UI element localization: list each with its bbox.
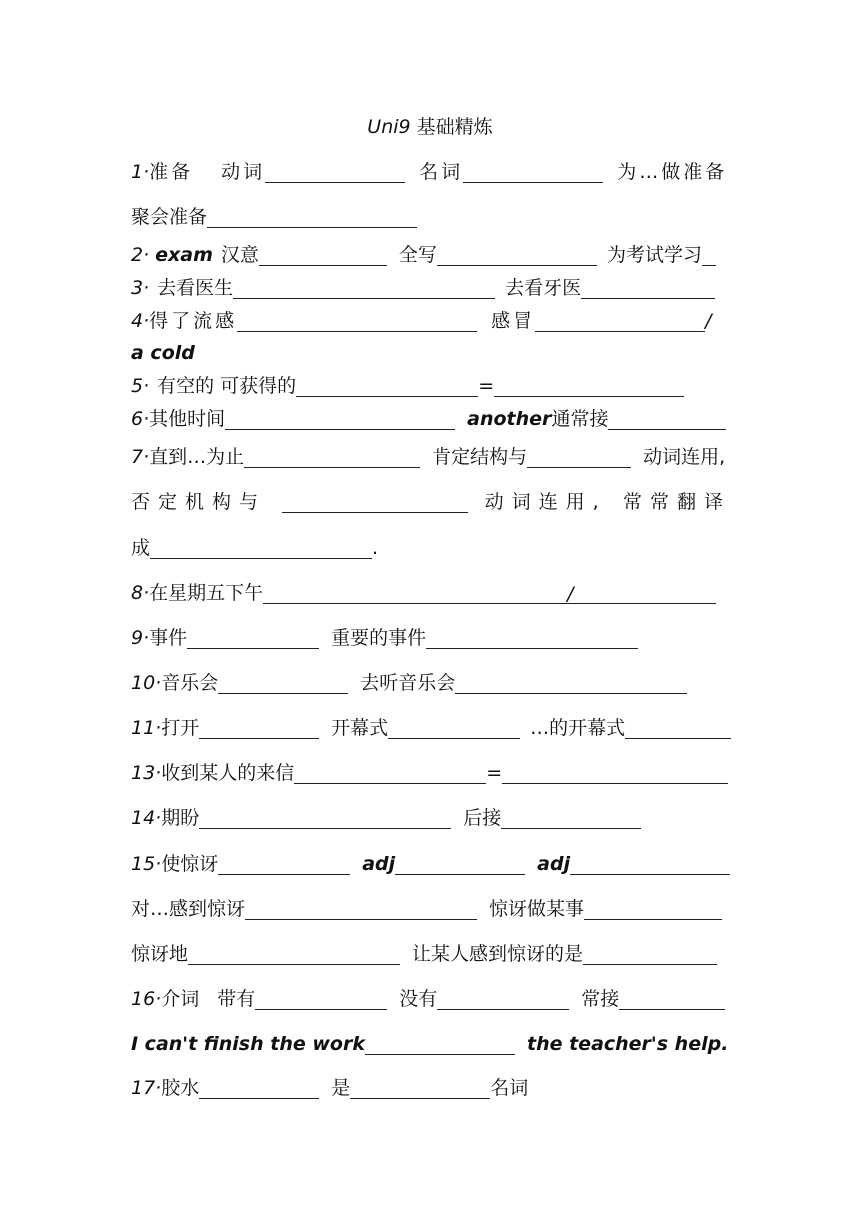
q7-positive-blank[interactable] xyxy=(527,447,631,468)
q10-concert-label: 音乐会 xyxy=(161,672,219,694)
q6-another: another xyxy=(467,408,552,430)
q5-equals: = xyxy=(478,375,495,397)
question-5 xyxy=(131,375,731,397)
question-7-cont xyxy=(131,491,731,513)
q3-doctor-blank[interactable] xyxy=(233,278,495,299)
q10-go-concert-blank[interactable] xyxy=(455,673,687,694)
q8-blank-1[interactable] xyxy=(263,583,567,604)
q10-number: 10· xyxy=(131,672,162,694)
q5-blank-2[interactable] xyxy=(494,376,684,397)
q9-important-blank[interactable] xyxy=(426,628,638,649)
q5-blank-1[interactable] xyxy=(296,376,478,397)
q15-to-ones-surprise-blank[interactable] xyxy=(583,944,717,965)
q13-hear-from-label: 收到某人的来信 xyxy=(161,762,295,784)
q1-noun-blank[interactable] xyxy=(463,162,603,183)
question-4-cont xyxy=(131,342,731,364)
q15-surprisedly-label: 惊讶地 xyxy=(131,943,189,965)
title-prefix: Uni9 xyxy=(367,116,411,138)
q11-ceremony-label: 开幕式 xyxy=(331,717,389,739)
q14-followed-label: 后接 xyxy=(463,807,502,829)
question-16 xyxy=(131,988,731,1010)
question-7 xyxy=(131,446,731,468)
question-4 xyxy=(131,310,731,332)
q15-surprisedly-blank[interactable] xyxy=(188,944,400,965)
q1-number: 1· xyxy=(131,161,150,183)
question-2 xyxy=(131,244,731,266)
q14-expect-blank[interactable] xyxy=(199,808,451,829)
q9-event-blank[interactable] xyxy=(187,628,319,649)
q15-adj-blank-2[interactable] xyxy=(570,854,730,875)
q7-positive-label: 肯定结构与 xyxy=(432,446,528,468)
q11-of-ceremony-blank[interactable] xyxy=(625,718,731,739)
q15-surprised-to-blank[interactable] xyxy=(584,899,722,920)
q2-fullform-label: 全写 xyxy=(398,244,437,266)
q16-with-label: 带有 xyxy=(217,988,256,1010)
q15-adj-label-2: adj xyxy=(537,853,571,875)
q5-number: 5· xyxy=(131,375,150,397)
q11-of-ceremony-label: …的开幕式 xyxy=(530,717,626,739)
q2-fullform-blank[interactable] xyxy=(437,245,597,266)
q15-surprised-to-label: 惊讶做某事 xyxy=(489,898,585,920)
q7-number: 7· xyxy=(131,446,150,468)
q17-is-blank[interactable] xyxy=(350,1078,490,1099)
question-8 xyxy=(131,582,731,604)
q4-slash: / xyxy=(705,310,712,332)
q1-verb-label: 动词 xyxy=(221,161,266,183)
q15-adj-blank-1[interactable] xyxy=(395,854,525,875)
question-6 xyxy=(131,408,731,430)
q16-with-blank[interactable] xyxy=(255,989,387,1010)
question-14 xyxy=(131,807,731,829)
q1-party-blank[interactable] xyxy=(207,207,417,228)
q16-without-label: 没有 xyxy=(399,988,438,1010)
q7-until-label: 直到…为止 xyxy=(149,446,245,468)
q8-number: 8· xyxy=(131,582,150,604)
q6-other-time-blank[interactable] xyxy=(225,409,455,430)
question-16-cont xyxy=(131,1033,731,1055)
q2-study-blank[interactable] xyxy=(702,245,716,266)
q15-surprise-blank[interactable] xyxy=(218,854,350,875)
question-13 xyxy=(131,762,731,784)
q7-verb-use-label: 动词连用, xyxy=(643,446,726,468)
q6-usually-blank[interactable] xyxy=(608,409,726,430)
q1-noun-label: 名词 xyxy=(419,161,464,183)
q2-number: 2· xyxy=(131,244,150,266)
q3-number: 3· xyxy=(131,277,150,299)
question-15 xyxy=(131,853,731,875)
q13-blank-1[interactable] xyxy=(294,763,486,784)
q1-party-label: 聚会准备 xyxy=(131,206,208,228)
question-3 xyxy=(131,277,731,299)
q1-prompt: 准备 xyxy=(149,161,194,183)
q17-noun-label: 名词 xyxy=(490,1077,529,1099)
q16-often-blank[interactable] xyxy=(619,989,725,1010)
q2-study-label: 为考试学习 xyxy=(606,244,702,266)
q4-cold-label: 感冒 xyxy=(491,310,536,332)
q4-flu-blank[interactable] xyxy=(237,311,477,332)
q15-surprise-label: 使惊讶 xyxy=(161,853,219,875)
q2-word: exam xyxy=(155,244,213,266)
q6-usually-label: 通常接 xyxy=(551,408,609,430)
question-7-cont-2 xyxy=(131,537,731,559)
question-1 xyxy=(131,161,731,183)
q14-number: 14· xyxy=(131,807,162,829)
q15-to-ones-surprise-label: 让某人感到惊讶的是 xyxy=(412,943,584,965)
question-15-cont-2 xyxy=(131,943,731,965)
q7-until-blank[interactable] xyxy=(244,447,420,468)
q4-number: 4· xyxy=(131,310,150,332)
q11-ceremony-blank[interactable] xyxy=(388,718,520,739)
q4-a-cold: a cold xyxy=(131,342,195,364)
q9-number: 9· xyxy=(131,627,150,649)
q7-translate-blank[interactable] xyxy=(150,538,372,559)
q16-sentence-start: I can't finish the work xyxy=(131,1033,365,1055)
page-title xyxy=(0,116,860,138)
q6-other-time-label: 其他时间 xyxy=(149,408,226,430)
q1-verb-blank[interactable] xyxy=(265,162,405,183)
q11-open-blank[interactable] xyxy=(199,718,319,739)
q11-open-label: 打开 xyxy=(161,717,200,739)
question-15-cont xyxy=(131,898,731,920)
q9-important-label: 重要的事件 xyxy=(331,627,427,649)
q3-dentist-label: 去看牙医 xyxy=(505,277,582,299)
q16-sentence-blank[interactable] xyxy=(365,1034,515,1055)
q8-friday-label: 在星期五下午 xyxy=(149,582,264,604)
q15-surprised-at-blank[interactable] xyxy=(245,899,477,920)
q15-adj-label-1: adj xyxy=(362,853,396,875)
q1-prepare-for-label: 为…做准备 xyxy=(617,161,728,183)
q2-meaning-label: 汉意 xyxy=(220,244,259,266)
q8-blank-2[interactable] xyxy=(574,583,716,604)
q2-meaning-blank[interactable] xyxy=(259,245,387,266)
q3-doctor-label: 去看医生 xyxy=(157,277,234,299)
q8-slash: / xyxy=(567,583,574,605)
q16-often-label: 常接 xyxy=(581,988,620,1010)
q13-blank-2[interactable] xyxy=(502,763,728,784)
q4-cold-blank[interactable] xyxy=(535,311,705,332)
q16-prep-label: 介词 xyxy=(161,988,200,1010)
q14-followed-blank[interactable] xyxy=(501,808,641,829)
q11-number: 11· xyxy=(131,717,162,739)
q10-go-concert-label: 去听音乐会 xyxy=(360,672,456,694)
question-17 xyxy=(131,1077,731,1099)
q14-expect-label: 期盼 xyxy=(161,807,200,829)
q7-negative-label: 否定机构与 xyxy=(131,491,267,513)
q15-surprised-at-label: 对…感到惊讶 xyxy=(131,898,246,920)
q7-verb-use-label-2: 动词连用, xyxy=(484,491,607,513)
q9-event-label: 事件 xyxy=(149,627,188,649)
q17-glue-label: 胶水 xyxy=(161,1077,200,1099)
q13-number: 13· xyxy=(131,762,162,784)
q7-translate-label: 常常翻译 xyxy=(622,491,731,513)
q17-is-label: 是 xyxy=(331,1077,351,1099)
q10-concert-blank[interactable] xyxy=(218,673,348,694)
q17-number: 17· xyxy=(131,1077,162,1099)
q7-period: . xyxy=(372,537,379,559)
question-9 xyxy=(131,627,731,649)
q16-number: 16· xyxy=(131,988,162,1010)
question-11 xyxy=(131,717,731,739)
q5-available-label: 有空的 可获得的 xyxy=(157,375,297,397)
q16-sentence-end: the teacher's help. xyxy=(526,1033,729,1055)
q3-dentist-blank[interactable] xyxy=(581,278,715,299)
q7-negative-blank[interactable] xyxy=(282,492,468,513)
question-10 xyxy=(131,672,731,694)
question-1-cont xyxy=(131,206,731,228)
q7-into-label: 成 xyxy=(131,537,151,559)
q4-flu-label: 得了流感 xyxy=(149,310,238,332)
q17-glue-blank[interactable] xyxy=(199,1078,319,1099)
q6-number: 6· xyxy=(131,408,150,430)
q13-equals: = xyxy=(486,762,503,784)
q16-without-blank[interactable] xyxy=(437,989,569,1010)
q15-number: 15· xyxy=(131,853,162,875)
title-text: 基础精炼 xyxy=(416,116,493,138)
